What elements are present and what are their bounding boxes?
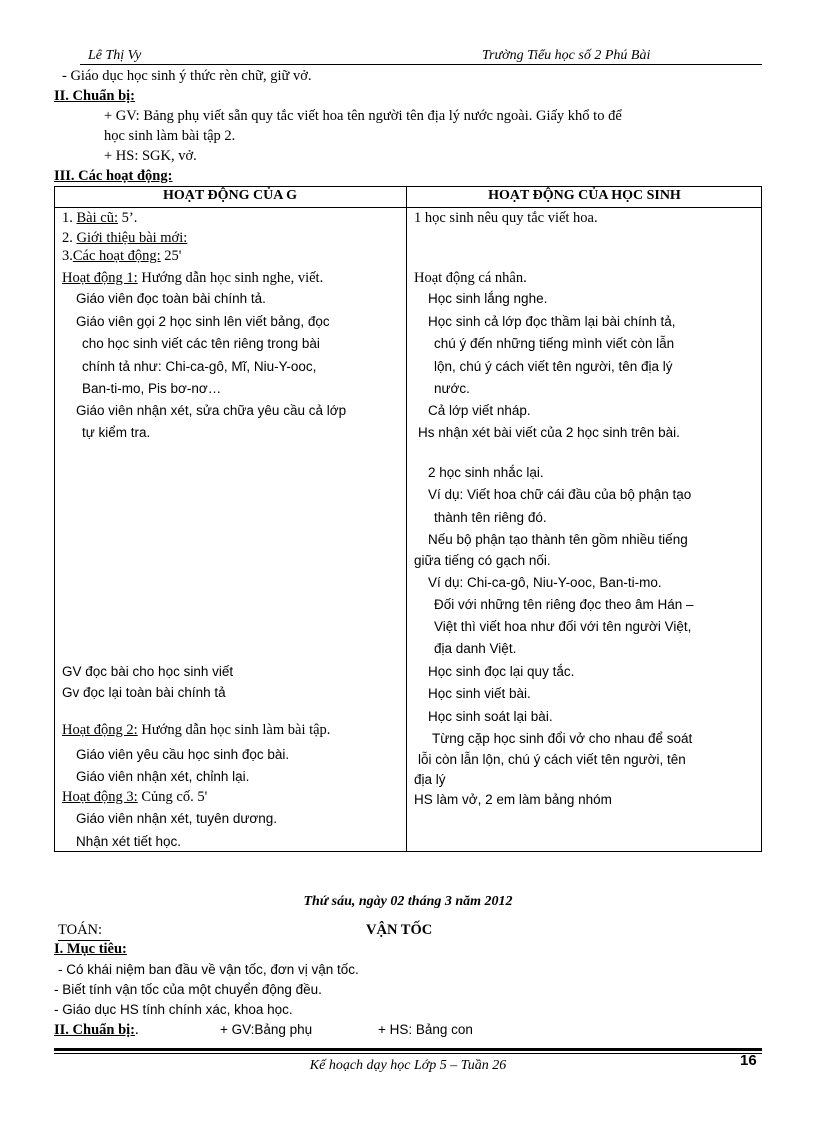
student-line: Học sinh đọc lại quy tắc.: [428, 664, 575, 679]
lesson-title: VẬN TỐC: [366, 922, 433, 938]
student-line: Ví dụ: Viết hoa chữ cái đầu của bộ phận tạo: [428, 487, 692, 502]
student-line: Nếu bộ phận tạo thành tên gồm nhiều tiếng: [428, 532, 688, 547]
student-line: Việt thì viết hoa như đối với tên người Việt,: [434, 619, 692, 634]
teacher-line: Ban-ti-mo, Pis bơ-nơ…: [82, 381, 222, 396]
teacher-activity-3: Hoạt động 3: Củng cố. 5': [62, 789, 208, 805]
teacher-line: Giáo viên gọi 2 học sinh lên viết bảng, đọc: [76, 314, 330, 329]
footer-text: Kế hoạch dạy học Lớp 5 – Tuần 26: [309, 1058, 507, 1073]
student-line: giữa tiếng có gạch nối.: [414, 553, 551, 568]
lesson-date: Thứ sáu, ngày 02 tháng 3 năm 2012: [303, 894, 513, 909]
table-header-teacher: HOẠT ĐỘNG CỦA G: [163, 188, 297, 203]
student-line: địa danh Việt.: [434, 641, 517, 656]
teacher-step-1: 1. Bài cũ: 5’.: [62, 210, 138, 226]
student-line: Ví dụ: Chi-ca-gô, Niu-Y-ooc, Ban-ti-mo.: [428, 575, 662, 590]
student-line: thành tên riêng đó.: [434, 510, 547, 525]
goal-line: - Giáo dục học sinh ý thức rèn chữ, giữ vở.: [62, 68, 312, 84]
lesson-subject: TOÁN:: [58, 922, 103, 938]
student-line: Hs nhận xét bài viết của 2 học sinh trên bài.: [418, 425, 680, 440]
student-line: HS làm vở, 2 em làm bảng nhóm: [414, 792, 612, 807]
teacher-line: GV đọc bài cho học sinh viết: [62, 664, 234, 679]
student-line: Học sinh soát lại bài.: [428, 709, 553, 724]
student-line: 2 học sinh nhắc lại.: [428, 465, 544, 480]
student-line: chú ý đến những tiếng mình viết còn lẫn: [434, 336, 675, 351]
header-rule: [80, 64, 762, 65]
teacher-step-3: 3.Các hoạt động: 25': [62, 248, 182, 264]
objective-item: - Có khái niệm ban đầu về vận tốc, đơn vị vận tốc.: [58, 962, 359, 977]
prep-hs-line: + HS: SGK, vở.: [104, 148, 197, 164]
teacher-line: chính tả như: Chi-ca-gô, Mĩ, Niu-Y-ooc,: [82, 359, 317, 374]
student-line: Cả lớp viết nháp.: [428, 403, 531, 418]
teacher-line: Gv đọc lại toàn bài chính tả: [62, 685, 226, 700]
teacher-line: tự kiểm tra.: [82, 425, 151, 440]
teacher-line: Giáo viên yêu cầu học sinh đọc bài.: [76, 747, 290, 762]
student-line: Học sinh viết bài.: [428, 686, 531, 701]
section-prep2-title: II. Chuẩn bị:.: [54, 1022, 139, 1038]
header-author: Lê Thị Vy: [88, 48, 142, 63]
teacher-line: Giáo viên nhận xét, tuyên dương.: [76, 811, 278, 826]
student-line: Đối với những tên riêng đọc theo âm Hán –: [434, 597, 694, 612]
student-line: nước.: [434, 381, 470, 396]
section-prep-title: II. Chuẩn bị:: [54, 88, 135, 104]
objective-item: - Giáo dục HS tính chính xác, khoa học.: [54, 1002, 293, 1017]
student-line: lỗi còn lẫn lộn, chú ý cách viết tên người, tên: [418, 752, 686, 767]
page-number: 16: [740, 1052, 757, 1069]
teacher-activity-2: Hoạt động 2: Hướng dẫn học sinh làm bài tập.: [62, 722, 331, 738]
prep-gv-line2: học sinh làm bài tập 2.: [104, 128, 236, 144]
teacher-step-2: 2. Giới thiệu bài mới:: [62, 230, 188, 246]
table-header-divider: [54, 207, 762, 208]
section-objectives-title: I. Mục tiêu:: [54, 941, 127, 957]
teacher-activity-1: Hoạt động 1: Hướng dẫn học sinh nghe, viết.: [62, 270, 324, 286]
teacher-line: Giáo viên nhận xét, sửa chữa yêu cầu cả lớp: [76, 403, 347, 418]
teacher-line: Giáo viên đọc toàn bài chính tả.: [76, 291, 266, 306]
footer-rule-thick: [54, 1048, 762, 1051]
header-school: Trường Tiểu học số 2 Phú Bài: [482, 48, 651, 63]
student-line: Từng cặp học sinh đổi vở cho nhau để soát: [432, 731, 693, 746]
student-line: 1 học sinh nêu quy tắc viết hoa.: [414, 210, 598, 226]
objective-item: - Biết tính vận tốc của một chuyển động đều.: [54, 982, 322, 997]
footer-rule-thin: [54, 1053, 762, 1054]
student-line: Hoạt động cá nhân.: [414, 270, 527, 286]
prep-gv-line1: + GV: Bảng phụ viết sẵn quy tắc viết hoa tên người tên địa lý nước ngoài. Giấy khổ to để: [104, 108, 622, 124]
student-line: Học sinh lắng nghe.: [428, 291, 548, 306]
teacher-line: Giáo viên nhận xét, chỉnh lại.: [76, 769, 250, 784]
table-column-divider: [406, 186, 407, 852]
table-header-student: HOẠT ĐỘNG CỦA HỌC SINH: [488, 188, 681, 203]
prep2-hs: + HS: Bảng con: [378, 1022, 473, 1037]
prep2-gv: + GV:Bảng phụ: [220, 1022, 313, 1037]
teacher-line: Nhận xét tiết học.: [76, 834, 182, 849]
student-line: lộn, chú ý cách viết tên người, tên địa lý: [434, 359, 673, 374]
section-activities-title: III. Các hoạt động:: [54, 168, 173, 184]
teacher-line: cho học sinh viết các tên riêng trong bài: [82, 336, 320, 351]
student-line: địa lý: [414, 772, 446, 787]
student-line: Học sinh cả lớp đọc thầm lại bài chính tả,: [428, 314, 676, 329]
